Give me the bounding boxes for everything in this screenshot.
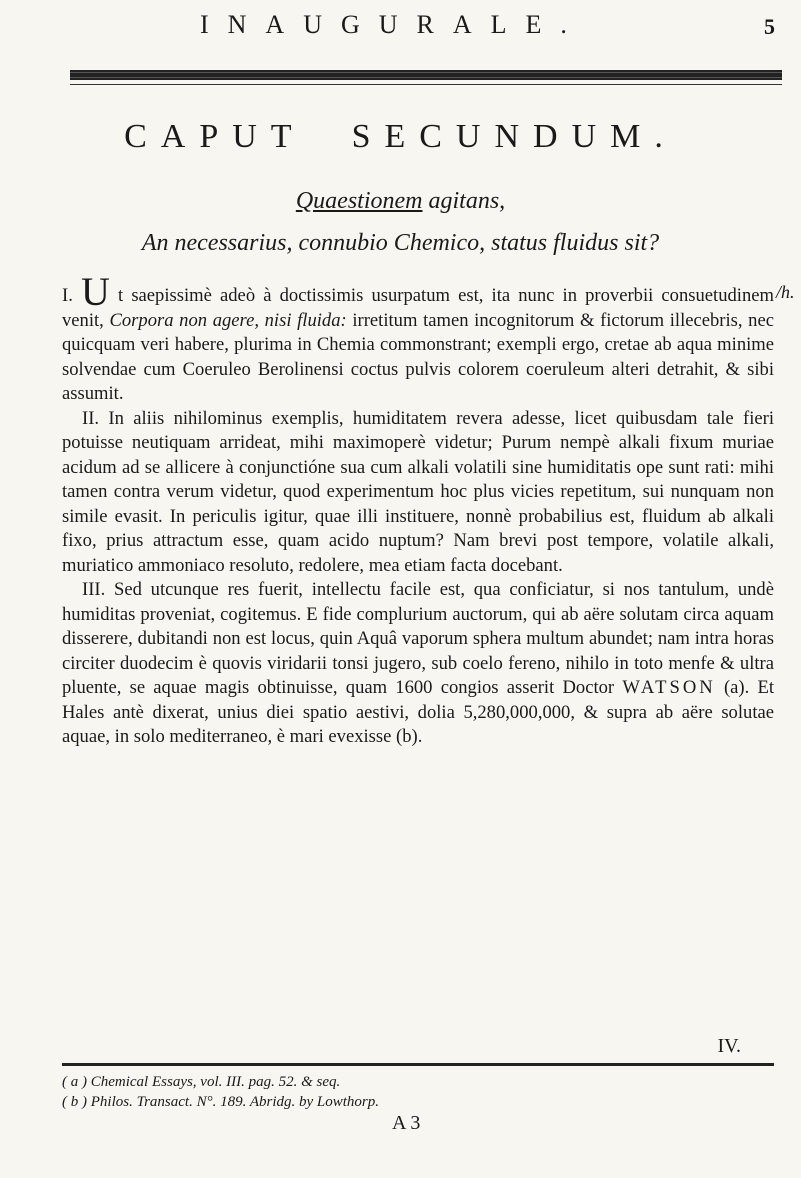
thin-rule	[70, 84, 782, 85]
paragraph-text: t saepissimè adeò à doctissimis usurpatum est, ita nunc in proverbii consuetudinem venit,	[62, 285, 774, 331]
drop-cap: U	[80, 269, 110, 314]
paragraph-3	[62, 578, 774, 750]
catchword: IV.	[717, 1035, 741, 1057]
footnote-b: ( b ) Philos. Transact. N°. 189. Abridg. by Lowthorp.	[62, 1094, 379, 1110]
paragraph-text: In aliis nihilominus exemplis, humiditatem revera adesse, licet quibusdam tale fieri potuisse neutiquam arrideat, mihi maximoperè videtur; Purum nempè alkali fixum muriae acidum ad se allicere à conjunctióne sua cum alkali volatili sine humiditatis ope sunt rati: mihi tamen contra verum videtur, quod experimentum hoc plus vicies repetitum, sui nunquam non simile evasit. In periculis igitur, quae illi instituere, nonnè probabilius est, fluidum ab alkali fixo, prius attractum esse, quam acido nuptum? Nam brevi post tempore, volatile alkali, muriatico ammoniaco resoluto, redolere, mea etiam facta docebant.	[62, 407, 774, 576]
paragraph-text: Sed utcunque res fuerit, intellectu facile est, qua conficiatur, si nos tantulum, undè humiditas proveniat, cogitemus. E fide complurium auctorum, qui ab aëre solutam circa aquam disserere, dubitandi non est locus, quin Aquâ vaporum sphera multum abundet; nam intra horas circiter duodecim è quovis viridarii tonsi jugero, sub coelo fereno, nihilo in toto menfe & ultra pluente, se aquae magis obtinuisse, quam 1600 congios asserit Doctor	[62, 579, 774, 698]
subtitle-rest: agitans,	[422, 188, 506, 214]
body-text	[62, 269, 774, 750]
footnotes	[62, 1072, 774, 1112]
paragraph-numeral: III.	[82, 579, 106, 600]
footnote-a: ( a ) Chemical Essays, vol. III. pag. 52. & seq.	[62, 1074, 341, 1090]
footnote-rule	[62, 1063, 774, 1066]
ornamental-rule	[70, 70, 782, 80]
page-number: 5	[764, 14, 775, 39]
proverb-italic: Corpora non agere, nisi fluida:	[109, 309, 347, 331]
running-head	[0, 10, 801, 44]
margin-annotation: /h.	[776, 282, 795, 302]
paragraph-1	[62, 269, 774, 407]
paragraph-2	[62, 407, 774, 579]
paragraph-text: irretitum tamen incognitorum & fictorum illecebris, nec quicquam veri habere, plurima in Chemia commonstrant; exempli ergo, cretae ab aqua minime solvendae cum Coeruleo Berolinensi coctus pulvis colorem coeruleum alteri detrahit, & sibi assumit.	[62, 309, 774, 404]
paragraph-numeral: II.	[82, 407, 100, 429]
subtitle-underlined-word: Quaestionem	[295, 188, 423, 214]
paragraph-text: (a). Et Hales antè dixerat, unius diei spatio aestivi, dolia 5,280,000,000, & supra ab aëre solutae aquae, in solo mediterraneo, è mari evexisse (b).	[62, 677, 774, 747]
chapter-subtitle-2: An necessarius, connubio Chemico, status fluidus sit?	[141, 230, 660, 256]
chapter-heading	[0, 118, 801, 156]
author-name: WATSON	[622, 677, 716, 698]
chapter-word-secundum: SECUNDUM.	[351, 118, 677, 155]
chapter-word-caput: CAPUT	[124, 118, 306, 155]
paragraph-numeral: I.	[62, 285, 73, 306]
signature-mark: A 3	[392, 1112, 421, 1134]
running-head-title: INAUGURALE.	[200, 10, 586, 39]
chapter-subtitle-1	[0, 188, 801, 215]
